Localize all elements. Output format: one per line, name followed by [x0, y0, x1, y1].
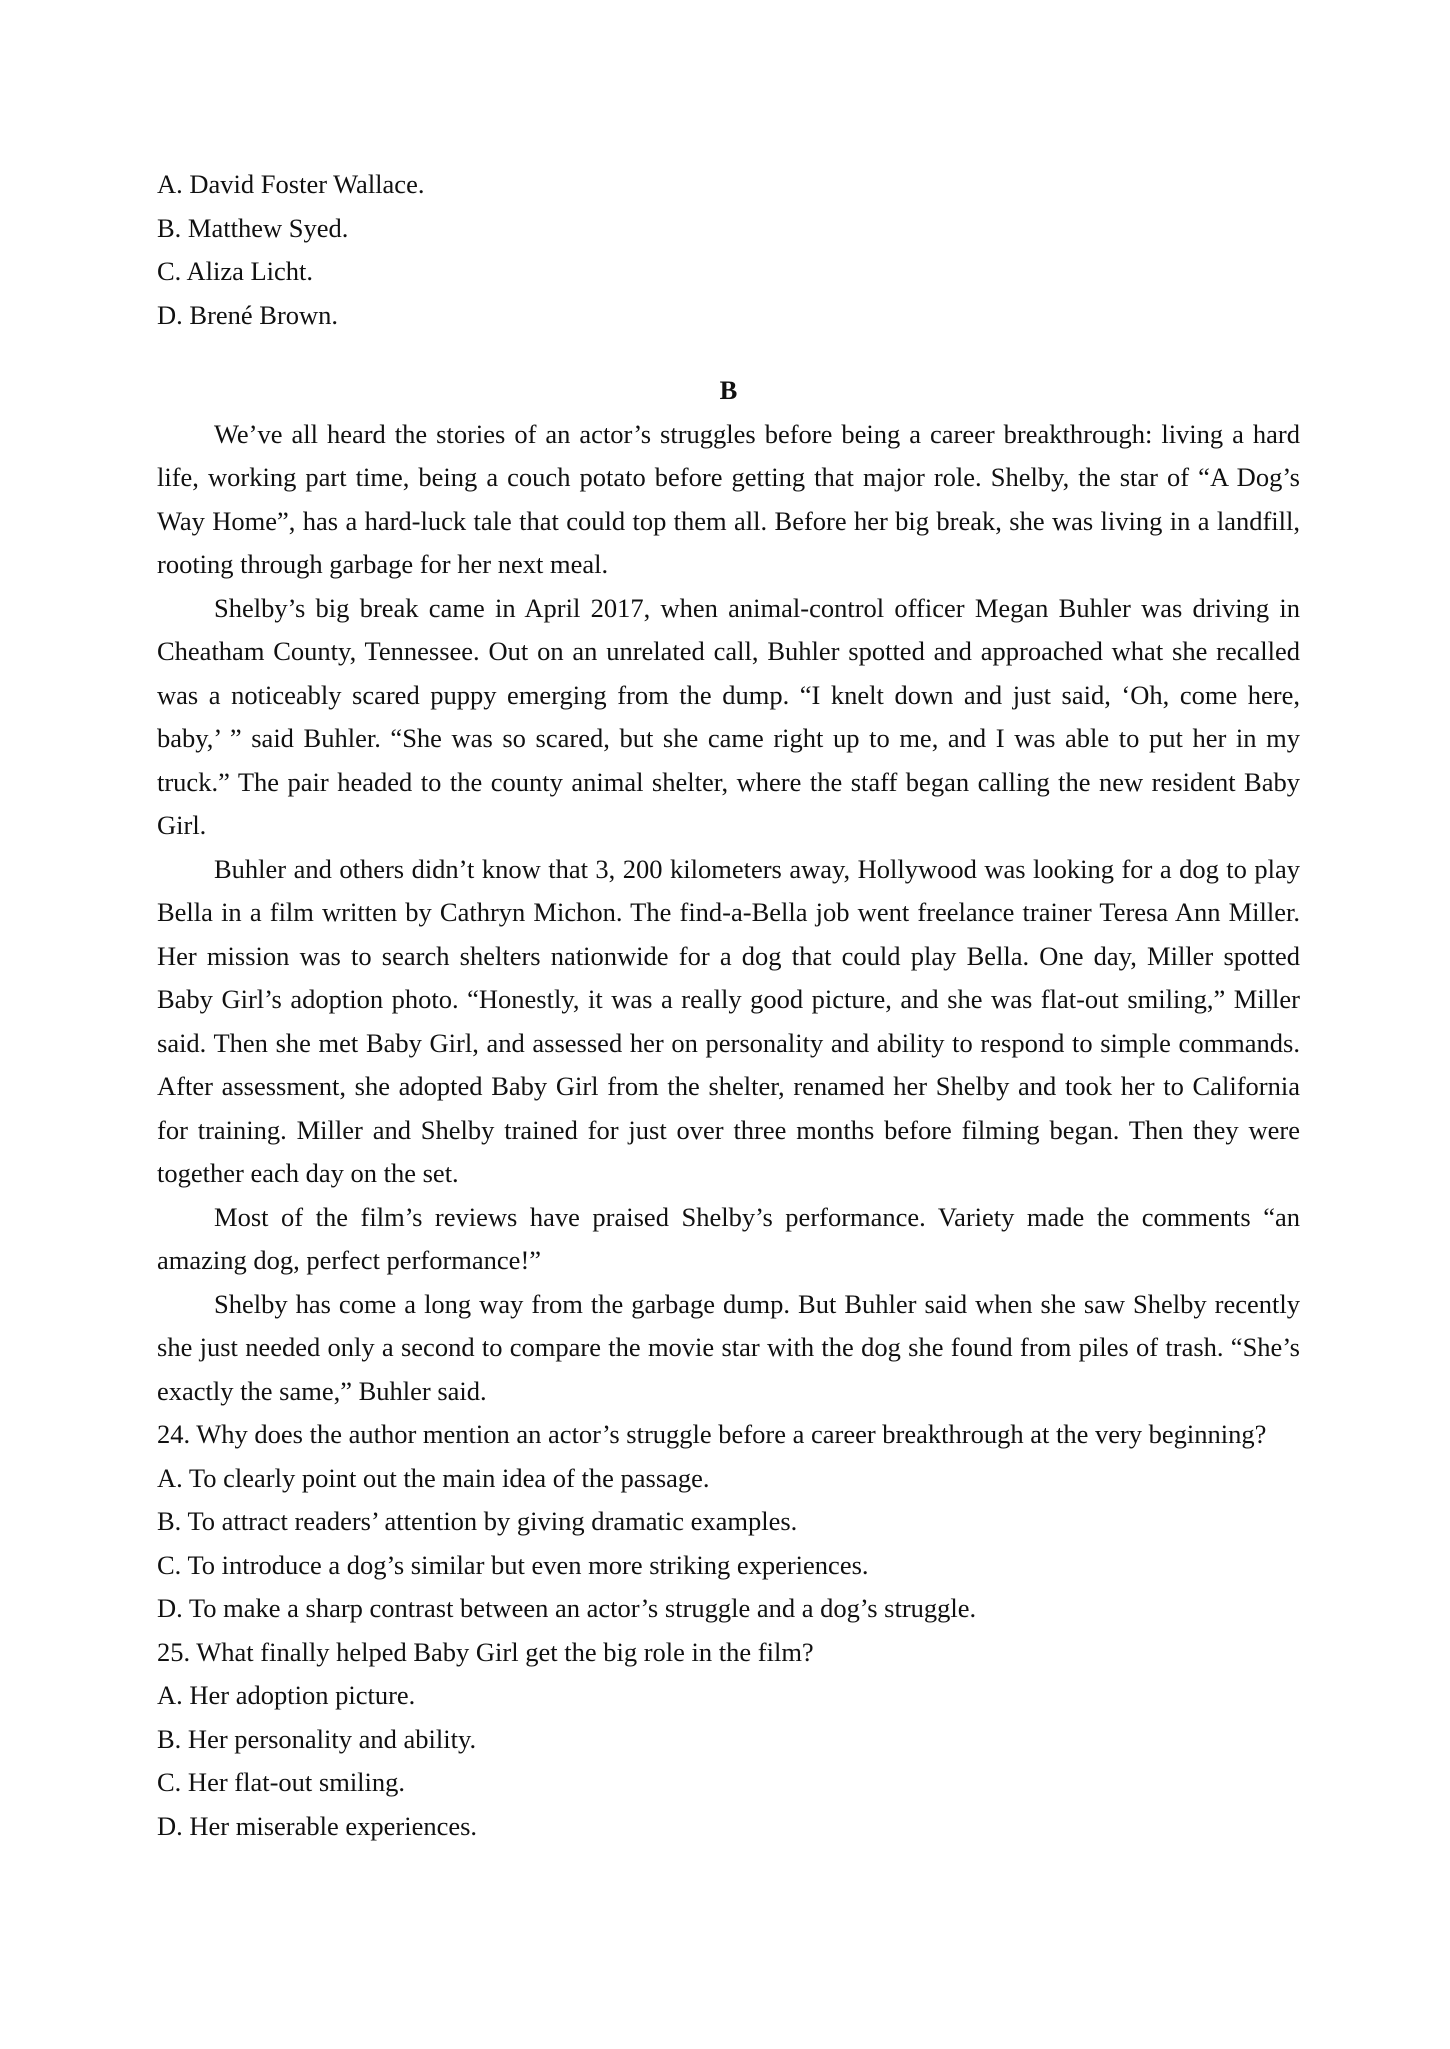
option-a: A. David Foster Wallace. [157, 169, 425, 199]
passage-paragraph-4: Most of the film’s reviews have praised Shelby’s performance. Variety made the comments “an amazing dog, perfect performance!” [157, 1201, 1300, 1275]
passage-paragraph-5: Shelby has come a long way from the garbage dump. But Buhler said when she saw Shelby recently she just needed only a second to compare the movie star with the dog she found from piles of trash. “She’s exactly the same,” Buhler said. [157, 1288, 1300, 1406]
page-content [157, 163, 1300, 1848]
question-25-stem: 25. What finally helped Baby Girl get the big role in the film? [157, 1636, 814, 1667]
question-25-option-d: D. Her miserable experiences. [157, 1810, 478, 1841]
question-24-option-c: C. To introduce a dog’s similar but even more striking experiences. [157, 1549, 869, 1580]
question-25-option-b: B. Her personality and ability. [157, 1723, 477, 1754]
option-c: C. Aliza Licht. [157, 256, 314, 286]
passage-paragraph-1: We’ve all heard the stories of an actor’s struggles before being a career breakthrough: living a hard life, working part time, being a couch potato before getting that major role. Shelby, the star of “A Dog’s Way Home”, has a hard-luck tale that could top them all. Before her big break, she was living in a landfill, rooting through garbage for her next meal. [157, 418, 1300, 579]
question-25-option-c: C. Her flat-out smiling. [157, 1767, 406, 1797]
passage-paragraph-2: Shelby’s big break came in April 2017, when animal-control officer Megan Buhler was driving in Cheatham County, Tennessee. Out on an unrelated call, Buhler spotted and approached what she recalled was a noticeably scared puppy emerging from the dump. “I knelt down and just said, ‘Oh, come here, baby,’ ” said Buhler. “She was so scared, but she came right up to me, and I was able to put her in my truck.” The pair headed to the county animal shelter, where the staff began calling the new resident Baby Girl. [157, 592, 1300, 840]
option-d: D. Brené Brown. [157, 299, 339, 330]
question-25 [157, 1631, 1300, 1849]
question-25-option-a: A. Her adoption picture. [157, 1680, 416, 1710]
passage [157, 413, 1300, 1414]
question-24 [157, 1413, 1300, 1631]
question-24-option-b: B. To attract readers’ attention by giving dramatic examples. [157, 1506, 798, 1536]
option-b: B. Matthew Syed. [157, 212, 349, 243]
question-24-option-a: A. To clearly point out the main idea of the passage. [157, 1462, 710, 1493]
question-24-stem: 24. Why does the author mention an actor’s struggle before a career breakthrough at the very beginning? [157, 1419, 1267, 1449]
prev-question-options [157, 163, 1300, 337]
section-heading: B [719, 375, 738, 405]
question-24-option-d: D. To make a sharp contrast between an actor’s struggle and a dog’s struggle. [157, 1593, 977, 1623]
passage-paragraph-3: Buhler and others didn’t know that 3, 200 kilometers away, Hollywood was looking for a dog to play Bella in a film written by Cathryn Michon. The find-a-Bella job went freelance trainer Teresa Ann Miller. Her mission was to search shelters nationwide for a dog that could play Bella. One day, Miller spotted Baby Girl’s adoption photo. “Honestly, it was a really good picture, and she was flat-out smiling,” Miller said. Then she met Baby Girl, and assessed her on personality and ability to respond to simple commands. After assessment, she adopted Baby Girl from the shelter, renamed her Shelby and took her to California for training. Miller and Shelby trained for just over three months before filming began. Then they were together each day on the set. [157, 853, 1300, 1188]
spacer [157, 337, 1300, 369]
